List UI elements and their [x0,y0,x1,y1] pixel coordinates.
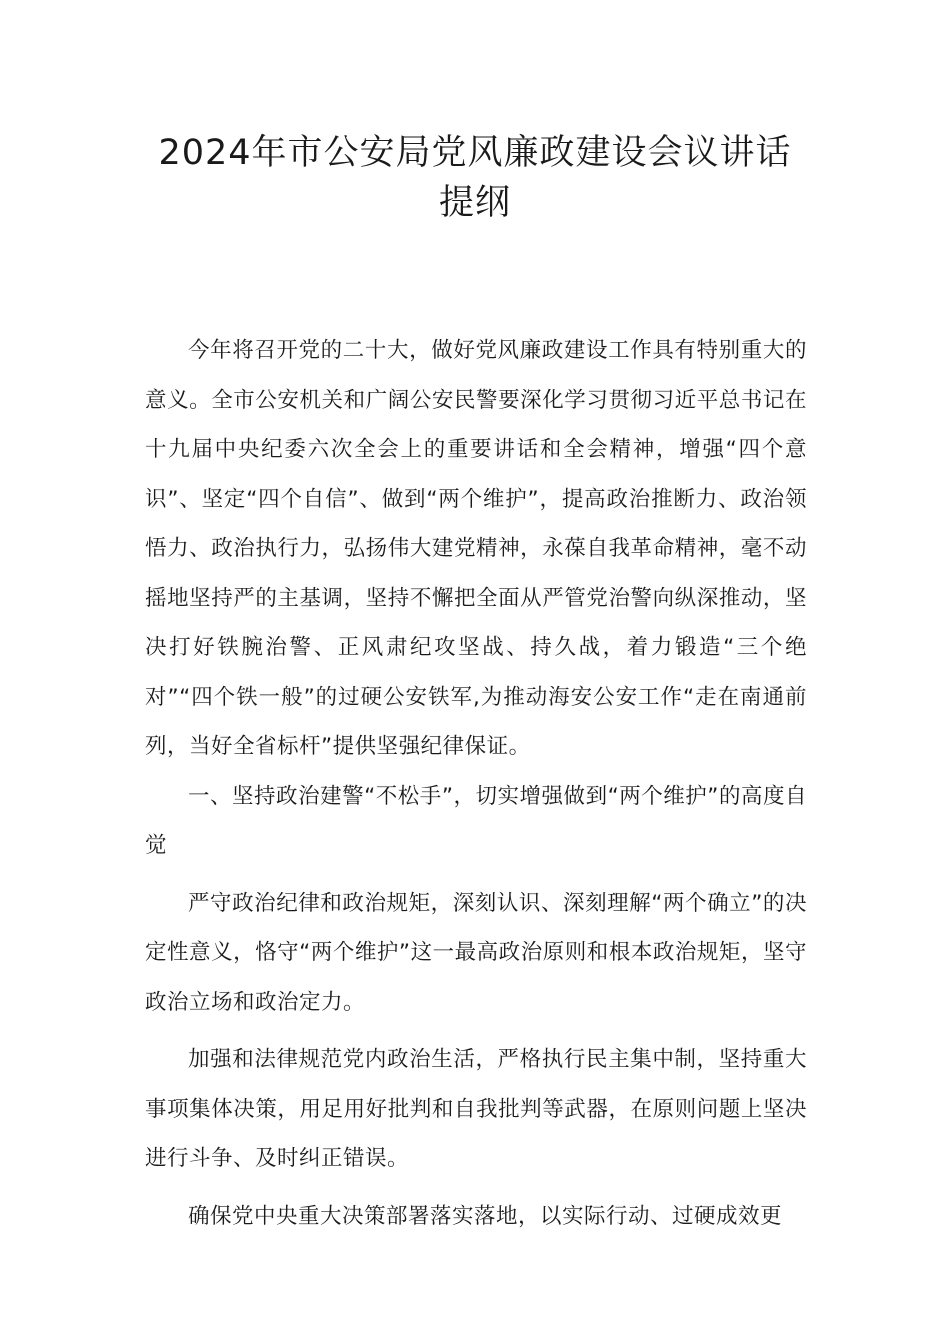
title-line-1: 2024年市公安局党风廉政建设会议讲话 [158,133,792,173]
paragraph-political-discipline: 严守政治纪律和政治规矩，深刻认识、深刻理解“两个确立”的决定性意义，恪守“两个维护”这一最高政治原则和根本政治规矩，坚守政治立场和政治定力。 [145,890,807,1015]
section-heading-1: 一、坚持政治建警“不松手”，切实增强做到“两个维护”的高度自觉 [145,783,807,858]
paragraph-intro: 今年将召开党的二十大，做好党风廉政建设工作具有特别重大的意义。全市公安机关和广阔公安民警要深化学习贯彻习近平总书记在十九届中央纪委六次全会上的重要讲话和全会精神，增强“四个意识”、坚定“四个自信”、做到“两个维护”，提高政治推断力、政治领悟力、政治执行力，弘扬伟大建党精神，永葆自我革命精神，毫不动摇地坚持严的主基调，坚持不懈把全面从严管党治警向纵深推动，坚决打好铁腕治警、正风肃纪攻坚战、持久战，着力锻造“三个绝对”“四个铁一般”的过硬公安铁军,为推动海安公安工作“走在南通前列，当好全省标杆”提供坚强纪律保证。 [145,338,807,759]
paragraph-implementation: 确保党中央重大决策部署落实落地，以实际行动、过硬成效更 [188,1203,783,1229]
title-line-2: 提纲 [438,183,511,223]
paragraph-party-life: 加强和法律规范党内政治生活，严格执行民主集中制，坚持重大事项集体决策，用足用好批判和自我批判等武器，在原则问题上坚决进行斗争、及时纠正错误。 [145,1047,807,1171]
document-title [60,128,890,228]
document-body [145,326,807,1241]
